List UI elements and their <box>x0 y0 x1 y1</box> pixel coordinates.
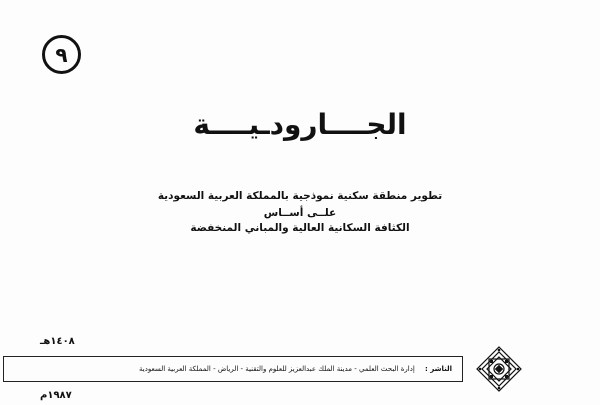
document-title: الجــــارودـيــــة <box>193 108 407 141</box>
publisher-line <box>139 365 452 373</box>
subtitle-line-3: الكثافة السكانية العالية والمباني المنخفضة <box>190 222 410 234</box>
gregorian-date: ١٩٨٧م <box>40 390 72 401</box>
subtitle-line-1: تطوير منطقة سكنية نموذجية بالمملكة العربية السعودية <box>157 190 443 202</box>
hijri-date: ١٤٠٨هـ <box>40 336 75 347</box>
kacst-geometric-logo-icon <box>476 346 522 392</box>
publisher-box <box>3 356 463 382</box>
volume-number: ٩ <box>55 42 68 67</box>
volume-number-badge <box>42 35 81 74</box>
publisher-label: الناشر : <box>425 365 452 373</box>
publisher-text: إدارة البحث العلمي - مدينة الملك عبدالعزيز للعلوم والتقنية - الرياض - المملكة العربية السعودية <box>139 365 415 373</box>
subtitle-line-2: علــى أســاس <box>263 207 337 219</box>
